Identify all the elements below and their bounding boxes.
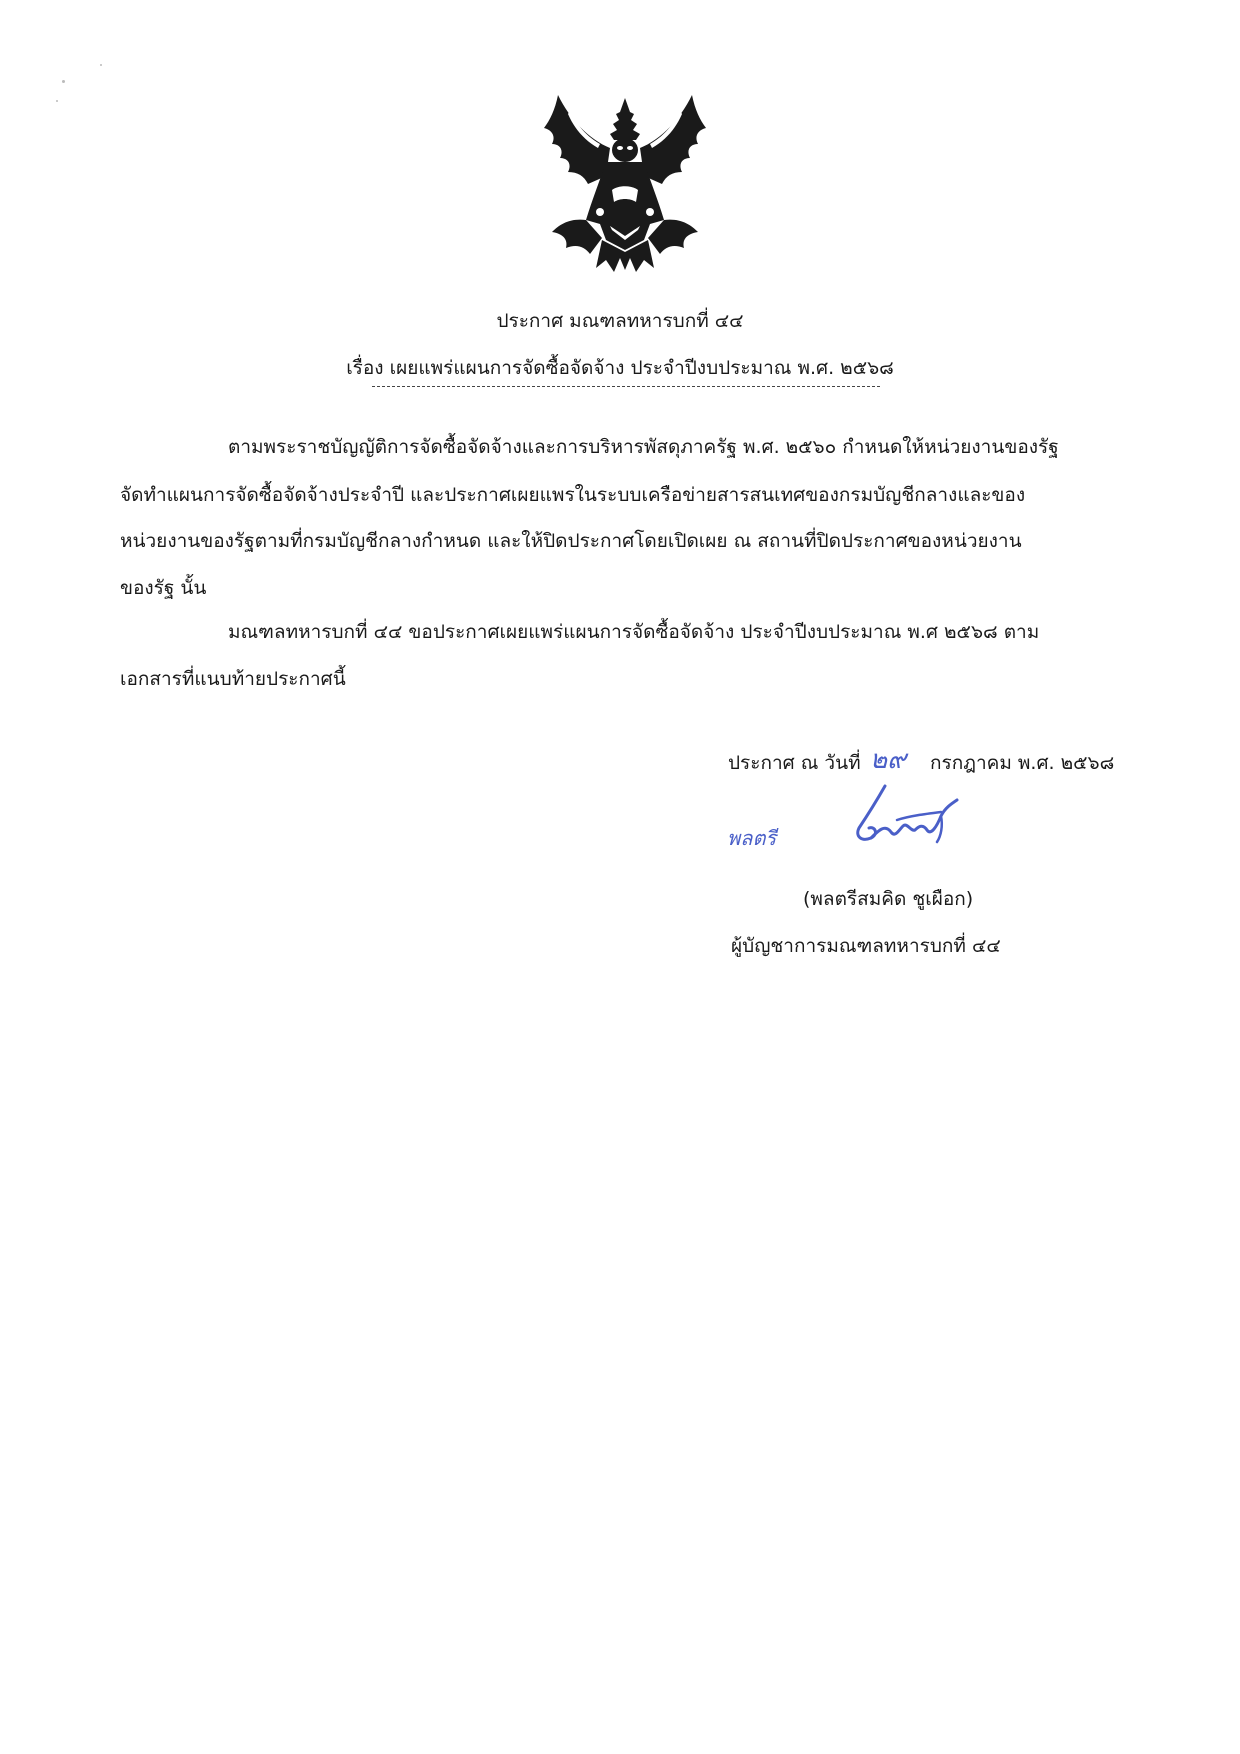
announcement-subject: เรื่อง เผยแพร่แผนการจัดซื้อจัดจ้าง ประจำปีงบประมาณ พ.ศ. ๒๕๖๘: [346, 357, 894, 379]
scan-speck: [62, 80, 65, 83]
scan-speck: [100, 64, 102, 66]
paragraph1-line1: ตามพระราชบัญญัติการจัดซื้อจัดจ้างและการบริหารพัสดุภาครัฐ พ.ศ. ๒๕๖๐ กำหนดให้หน่วยงานของรัฐ: [228, 436, 1059, 458]
paragraph1-line4: ของรัฐ นั้น: [120, 577, 207, 599]
announcement-title: ประกาศ มณฑลทหารบกที่ ๔๔: [496, 310, 744, 332]
signer-position: ผู้บัญชาการมณฑลทหารบกที่ ๔๔: [731, 935, 1001, 957]
date-day-handwritten: ๒๙: [870, 745, 907, 775]
signer-name: (พลตรีสมคิด ชูเผือก): [803, 888, 974, 910]
paragraph2-line2: เอกสารที่แนบท้ายประกาศนี้: [120, 668, 346, 690]
paragraph1-line3: หน่วยงานของรัฐตามที่กรมบัญชีกลางกำหนด และให้ปิดประกาศโดยเปิดเผย ณ สถานที่ปิดประกาศของหน่วยงาน: [120, 530, 1022, 552]
paragraph1-line2: จัดทำแผนการจัดซื้อจัดจ้างประจำปี และประกาศเผยแพรในระบบเครือข่ายสารสนเทศของกรมบัญชีกลางและของ: [120, 484, 1026, 506]
handwritten-rank: พลตรี: [727, 826, 777, 850]
date-prefix: ประกาศ ณ วันที่: [728, 752, 861, 774]
title-divider: [372, 386, 880, 387]
scan-speck: [56, 100, 58, 102]
garuda-emblem: [540, 90, 710, 275]
paragraph2-line1: มณฑลทหารบกที่ ๔๔ ขอประกาศเผยแพร่แผนการจัดซื้อจัดจ้าง ประจำปีงบประมาณ พ.ศ ๒๕๖๘ ตาม: [228, 621, 1040, 643]
date-suffix: กรกฎาคม พ.ศ. ๒๕๖๘: [930, 752, 1115, 774]
handwritten-signature: [845, 780, 965, 860]
